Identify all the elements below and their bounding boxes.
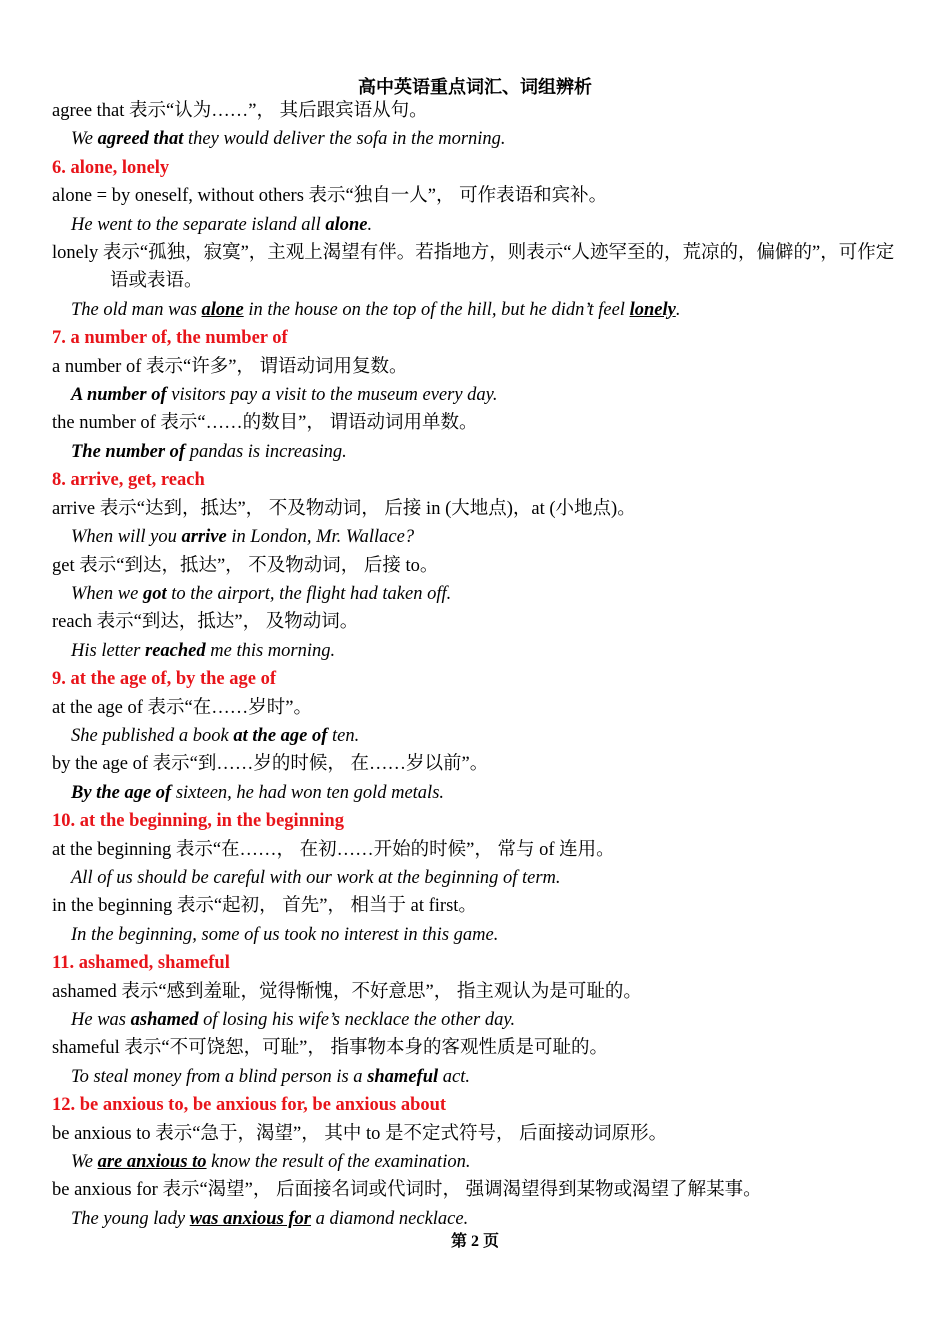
example-sentence [52, 921, 902, 949]
text-span: In the beginning, some of us took no interest in this game. [71, 924, 499, 945]
definition-line [52, 608, 902, 636]
emphasis [190, 1209, 311, 1229]
emphasis [630, 300, 676, 320]
text-span: by the age of 表示“到……岁的时候， 在……岁以前”。 [52, 754, 489, 775]
text-span: 12. be anxious to, be anxious for, be anxious about [52, 1095, 447, 1116]
definition-line [52, 836, 902, 864]
text-span: a diamond necklace. [311, 1208, 469, 1229]
text-span: be anxious to 表示“急于，渴望”， 其中 to 是不定式符号， 后面接动词原形。 [52, 1123, 668, 1144]
text-span: a number of 表示“许多”， 谓语动词用复数。 [52, 356, 408, 377]
definition-line [52, 353, 902, 381]
text-span: We [71, 1152, 98, 1173]
emphasis: reached [145, 640, 206, 661]
page-number: 第 2 页 [450, 1233, 499, 1250]
text-span: He was [71, 1010, 131, 1030]
example-sentence [52, 722, 902, 750]
text-span: at the beginning 表示“在……， 在初……开始的时候”， 常与 of 连用。 [52, 839, 615, 860]
text-span: in the house on the top of the hill, but he didn’t feel [243, 299, 630, 320]
text-span: All of us should be careful with our work at the beginning of term. [71, 867, 561, 888]
text-span: 9. at the age of, by the age of [52, 669, 277, 690]
text-span: of losing his wife’s necklace the other day. [198, 1010, 516, 1030]
text-span: When we [71, 583, 143, 604]
emphasis-underlined: alone [201, 299, 244, 320]
text-span: 6. alone, lonely [52, 157, 170, 178]
emphasis-underlined: lonely [629, 299, 676, 320]
definition-line [52, 892, 902, 920]
text-span: alone = by oneself, without others 表示“独自一人”， 可作表语和宾补。 [52, 186, 608, 207]
emphasis [202, 300, 244, 320]
text-span: 10. at the beginning, in the beginning [52, 811, 344, 832]
example-sentence [52, 580, 902, 608]
emphasis: ashamed [130, 1010, 199, 1030]
example-sentence [52, 864, 902, 892]
emphasis: The number of [71, 441, 186, 462]
text-span: they would deliver the sofa in the morning. [183, 129, 506, 150]
text-span: 11. ashamed, shameful [52, 953, 230, 974]
definition-line [52, 409, 902, 437]
example-sentence [52, 438, 902, 466]
example-sentence [52, 1205, 902, 1233]
page-title: 高中英语重点词汇、词组辨析 [358, 77, 592, 97]
text-span: To steal money from a blind person is a [71, 1066, 368, 1087]
example-sentence [52, 296, 902, 324]
section-heading [52, 1091, 902, 1119]
text-span: We [71, 129, 98, 150]
text-span: shameful 表示“不可饶恕，可耻”， 指事物本身的客观性质是可耻的。 [52, 1038, 608, 1059]
text-span: reach 表示“到达，抵达”， 及物动词。 [52, 612, 359, 633]
definition-line [52, 239, 902, 296]
section-heading [52, 324, 902, 352]
example-sentence [52, 1148, 902, 1176]
example-sentence [52, 779, 902, 807]
text-span: get 表示“到达，抵达”， 不及物动词， 后接 to。 [52, 555, 439, 576]
definition-line [52, 182, 902, 210]
text-span: know the result of the examination. [206, 1152, 471, 1173]
text-span: . [367, 214, 373, 235]
section-heading [52, 949, 902, 977]
example-sentence [52, 637, 902, 665]
text-span: When will you [71, 527, 182, 548]
section-heading [52, 466, 902, 494]
definition-line [52, 750, 902, 778]
document-body [52, 97, 902, 1233]
definition-line [52, 552, 902, 580]
text-span: visitors pay a visit to the museum every day. [166, 385, 498, 406]
emphasis: A number of [71, 385, 167, 406]
emphasis: at the age of [233, 725, 328, 746]
text-span: ashamed 表示“感到羞耻，觉得惭愧，不好意思”， 指主观认为是可耻的。 [52, 981, 642, 1002]
text-span: The young lady [71, 1208, 190, 1229]
text-span: sixteen, he had won ten gold metals. [171, 782, 445, 803]
text-span: She published a book [71, 725, 234, 746]
text-span: at the age of 表示“在……岁时”。 [52, 697, 312, 718]
text-span: 8. arrive, get, reach [52, 470, 205, 491]
text-span: arrive 表示“达到，抵达”， 不及物动词， 后接 in (大地点)，at (小地点)。 [52, 498, 636, 519]
text-span: ten. [327, 725, 360, 746]
example-sentence [52, 381, 902, 409]
example-sentence [52, 523, 902, 551]
text-span: me this morning. [205, 640, 336, 661]
text-span: pandas is increasing. [185, 441, 347, 462]
emphasis: agreed that [97, 129, 184, 150]
definition-line [52, 1120, 902, 1148]
text-span: lonely 表示“孤独，寂寞”，主观上渴望有伴。若指地方，则表示“人迹罕至的，荒凉的，偏僻的”，可作定语或表语。 [52, 243, 895, 292]
definition-line [52, 97, 902, 125]
section-heading [52, 665, 902, 693]
text-span: the number of 表示“……的数目”， 谓语动词用单数。 [52, 413, 478, 434]
text-span: The old man was [71, 299, 202, 320]
definition-line [52, 1034, 902, 1062]
text-span: be anxious for 表示“渴望”， 后面接名词或代词时， 强调渴望得到某物或渴望了解某事。 [52, 1180, 762, 1201]
text-span: in London, Mr. Wallace? [226, 527, 415, 548]
text-span: agree that 表示“认为……”， 其后跟宾语从句。 [52, 101, 428, 121]
text-span: His letter [71, 640, 145, 661]
emphasis [98, 1152, 207, 1172]
emphasis-underlined: was anxious for [189, 1208, 312, 1229]
text-span: to the airport, the flight had taken off. [166, 583, 452, 604]
definition-line [52, 978, 902, 1006]
emphasis: arrive [181, 527, 227, 548]
definition-line [52, 1176, 902, 1204]
definition-line [52, 495, 902, 523]
definition-line [52, 694, 902, 722]
emphasis-underlined: are anxious to [97, 1152, 207, 1173]
example-sentence [52, 125, 902, 153]
example-sentence [52, 1063, 902, 1091]
section-heading [52, 154, 902, 182]
text-span: in the beginning 表示“起初， 首先”， 相当于 at first。 [52, 896, 477, 917]
emphasis: alone [325, 214, 368, 235]
text-span: . [675, 299, 681, 320]
emphasis: got [142, 583, 167, 604]
example-sentence [52, 1006, 902, 1034]
text-span: He went to the separate island all [71, 214, 326, 235]
emphasis: shameful [367, 1066, 439, 1087]
example-sentence [52, 211, 902, 239]
text-span: act. [438, 1066, 470, 1087]
section-heading [52, 807, 902, 835]
text-span: 7. a number of, the number of [52, 328, 288, 349]
emphasis: By the age of [71, 782, 172, 803]
